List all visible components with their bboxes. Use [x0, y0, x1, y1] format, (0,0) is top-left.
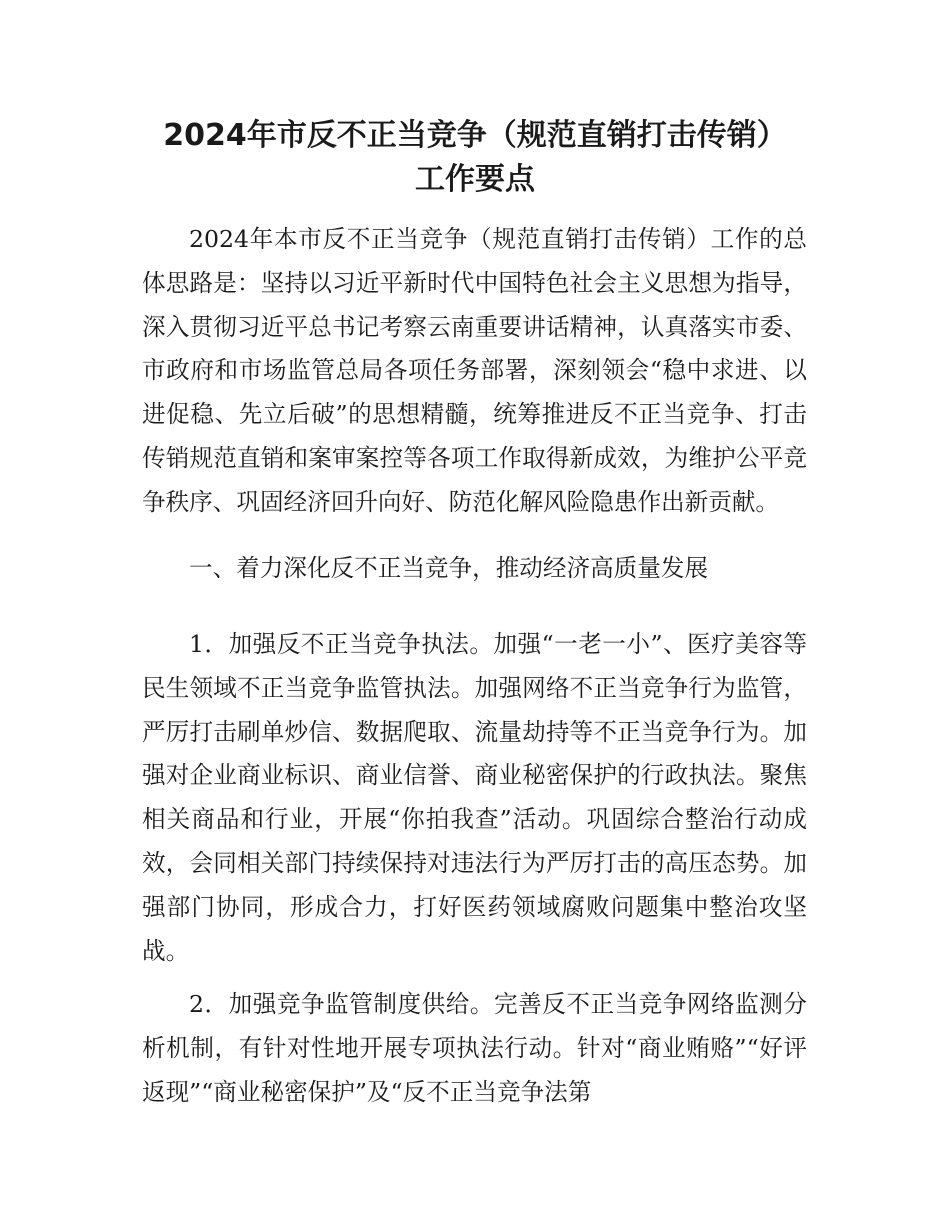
section-heading: 一、着力深化反不正当竞争，推动经济高质量发展: [189, 554, 709, 582]
document-title-line1: 2024年市反不正当竞争（规范直销打击传销）: [163, 118, 787, 153]
item-paragraph: 2．加强竞争监管制度供给。完善反不正当竞争网络监测分析机制，有针对性地开展专项执法行动。针对“商业贿赂”“好评返现”“商业秘密保护”及“反不正当竞争法第: [142, 990, 807, 1106]
document-title-line2: 工作要点: [415, 162, 535, 197]
item-paragraph: 1．加强反不正当竞争执法。加强“一老一小”、医疗美容等民生领域不正当竞争监管执法。加强网络不正当竞争行为监管，严厉打击刷单炒信、数据爬取、流量劫持等不正当竞争行为。加强对企业商业标识、商业信誉、商业秘密保护的行政执法。聚焦相关商品和行业，开展“你拍我查”活动。巩固综合整治行动成效，会同相关部门持续保持对违法行为严厉打击的高压态势。加强部门协同，形成合力，打好医药领域腐败问题集中整治攻坚战。: [142, 630, 807, 965]
intro-paragraph: 2024年本市反不正当竞争（规范直销打击传销）工作的总体思路是：坚持以习近平新时代中国特色社会主义思想为指导，深入贯彻习近平总书记考察云南重要讲话精神，认真落实市委、市政府和市场监管总局各项任务部署，深刻领会“稳中求进、以进促稳、先立后破”的思想精髓，统筹推进反不正当竞争、打击传销规范直销和案审案控等各项工作取得新成效，为维护公平竞争秩序、巩固经济回升向好、防范化解风险隐患作出新贡献。: [142, 225, 807, 516]
